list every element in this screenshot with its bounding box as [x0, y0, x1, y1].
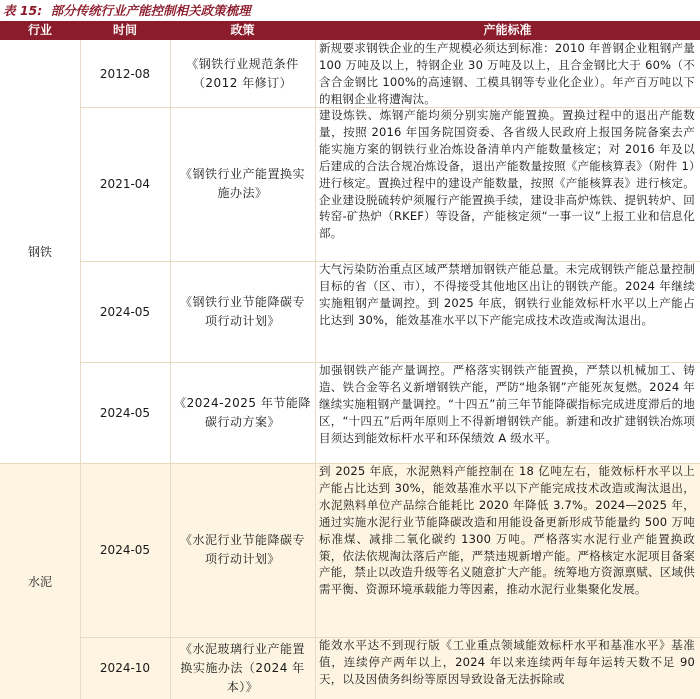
policy-line: 《水泥玻璃行业产能置 — [179, 641, 305, 656]
row-policy — [170, 261, 315, 362]
policy-line: 《钢铁行业产能置换实 — [179, 167, 305, 181]
policy-line: 《钢铁行业节能降碳专 — [179, 294, 305, 309]
policy-line: 《钢铁行业规范条件 — [186, 56, 299, 71]
policy-line: 换实施办法（2024 年 — [180, 660, 305, 675]
header-time: 时间 — [112, 23, 137, 37]
header-industry: 行业 — [27, 23, 52, 37]
row-policy — [170, 107, 315, 261]
row-standard: 建设炼铁、炼钢产能均须分别实施产能置换。置换过程中的退出产能数量，按照 2016 年国务院国资委、各省级人民政府上报国务院备案去产能实施方案的钢铁行业冶炼设备清单内产能数量核定；对 2016 年及以后建成的合法合规冶炼设备，退出产能数量按照《产能核算表》（附件 1）进行核定。置换过程中的建设产能数量，按照《产能核算表》进行核定。企业建设脱硫转炉须履行产能置换手续，建设非高炉炼铁、提钒转炉、回转窑-矿热炉（RKEF）等设备，产能核定须“一事一议”上报工业和信息化部。 — [319, 108, 695, 241]
table-header — [0, 21, 700, 40]
row-time: 2024-10 — [99, 661, 151, 675]
row-time: 2024-05 — [99, 304, 151, 319]
policy-line: 《2024-2025 年节能降 — [174, 395, 311, 410]
row-time: 2024-05 — [99, 543, 151, 557]
policy-line: 本）》 — [226, 679, 259, 694]
grid-line — [315, 40, 316, 699]
policy-line: 项行动计划》 — [204, 313, 280, 328]
row-policy — [170, 463, 315, 637]
industry-cement: 水泥 — [27, 574, 52, 589]
policy-line: 项行动计划》 — [204, 552, 280, 566]
policy-line: 《水泥行业节能降碳专 — [179, 533, 305, 547]
row-policy — [170, 362, 315, 463]
header-standard: 产能标准 — [483, 23, 532, 37]
table-title: 部分传统行业产能控制相关政策梳理 — [50, 3, 251, 18]
row-standard: 到 2025 年底，水泥熟料产能控制在 18 亿吨左右，能效标杆水平以上产能占比达到 30%，能效基准水平以下产能完成技术改造或淘汰退出，水泥熟料单位产品综合能耗比 2020 年降低 3.7%。2024—2025 年，通过实施水泥行业节能降碳改造和用能设备更新形成节能量约 500 万吨标准煤、减排二氧化碳约 1300 万吨。严格落实水泥行业产能置换政策，依法依规淘汰落后产能，严禁违规新增产能。严格核定水泥项目备案产能，禁止以改造升级等名义随意扩大产能。统筹地方资源禀赋、区域供需平衡、资源环境承载能力等因素，推动水泥行业集聚化发展。 — [319, 464, 695, 597]
row-time: 2021-04 — [99, 177, 151, 191]
row-standard: 新规要求钢铁企业的生产规模必须达到标准：2010 年普钢企业粗钢产量 100 万吨及以上，特钢企业 30 万吨及以上，且合金钢比大于 60%（不含合金钢比 100%的高速钢、工模具钢等专业化企业）。年产百万吨以下的粗钢企业将遭淘汰。 — [319, 41, 695, 106]
row-time: 2012-08 — [99, 66, 151, 81]
row-time: 2024-05 — [99, 405, 151, 420]
row-standard: 加强钢铁产能产量调控。严格落实钢铁产能置换，严禁以机械加工、铸造、铁合金等名义新增钢铁产能，严防“地条钢”产能死灰复燃。2024 年继续实施粗钢产量调控。“十四五”前三年节能降碳指标完成进度滞后的地区，“十四五”后两年原则上不得新增钢铁产能。新建和改扩建钢铁冶炼项目须达到能效标杆水平和环保绩效 A 级水平。 — [319, 363, 695, 445]
row-standard: 大气污染防治重点区域严禁增加钢铁产能总量。未完成钢铁产能总量控制目标的省（区、市），不得接受其他地区出让的钢铁产能。2024 年继续实施粗钢产量调控。到 2025 年底，钢铁行业能效标杆水平以上产能占比达到 30%，能效基准水平以下产能完成技术改造或淘汰退出。 — [319, 262, 695, 327]
policy-line: 施办法》 — [217, 186, 268, 200]
policy-line: 碳行动方案》 — [204, 414, 280, 429]
header-policy: 政策 — [230, 23, 255, 37]
row-standard: 能效水平达不到现行版《工业重点领域能效标杆水平和基准水平》基准值，连续停产两年以上，2024 年以来连续两年每年运转天数不足 90 天，以及因债务纠纷等原因导致设备无法拆除或 — [319, 638, 695, 686]
row-policy — [170, 40, 315, 107]
industry-steel: 钢铁 — [27, 245, 52, 259]
policy-line: （2012 年修订） — [192, 75, 293, 90]
table-caption — [3, 1, 251, 21]
row-policy — [170, 637, 315, 699]
table-label: 表 15: — [3, 3, 43, 18]
